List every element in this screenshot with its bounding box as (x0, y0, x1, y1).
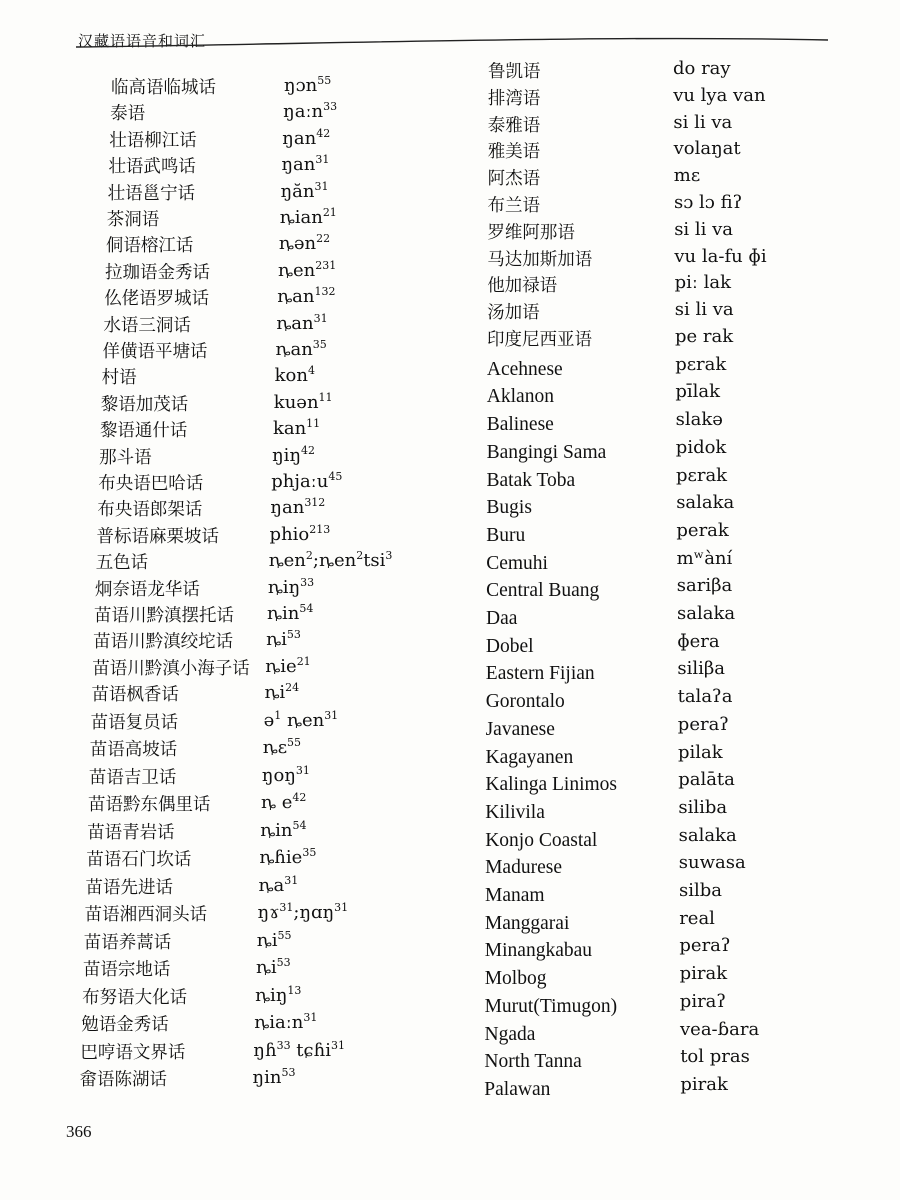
right-word-form: sariβa (676, 575, 733, 597)
left-language-name: 泰语 (110, 104, 146, 125)
right-word-form: pirak (680, 1073, 728, 1095)
left-language-name: 勉语金秀话 (81, 1015, 169, 1036)
left-language-name: 苗语养蒿话 (83, 932, 172, 953)
tone-mark-1: 13 (287, 983, 302, 997)
left-word-form (280, 179, 329, 202)
right-language-name: Ngada (484, 1023, 536, 1045)
right-language-name: Minangkabau (484, 940, 593, 962)
ipa-segment-1: ŋaːn (283, 101, 324, 123)
left-word-form (261, 763, 310, 786)
left-language-name: 侗语榕江话 (105, 236, 194, 257)
right-language-name: Bugis (486, 497, 532, 519)
ipa-segment-1: phio (269, 523, 310, 545)
right-language-name: 印度尼西亚语 (487, 330, 592, 350)
right-word-form: siliba (678, 796, 728, 818)
right-language-name: Bangingi Sama (486, 441, 607, 463)
tone-mark-1: 55 (317, 74, 332, 87)
tone-mark-1: 42 (292, 791, 307, 805)
right-word-form: mɛ (673, 165, 701, 187)
ipa-segment-2: ;ŋɑŋ (293, 902, 335, 924)
right-language-name: Cemuhi (486, 552, 548, 574)
tone-mark-1: 21 (322, 206, 337, 219)
right-word-form: salaka (677, 603, 736, 624)
right-word-form: mʷàní (676, 547, 733, 569)
left-word-form (261, 791, 307, 814)
right-word-form: piː lak (674, 272, 732, 294)
right-language-name: 罗维阿那语 (487, 222, 575, 243)
left-word-form (263, 708, 339, 731)
right-language-name: Madurese (485, 857, 562, 879)
right-word-form: piraʔ (679, 990, 727, 1012)
tone-mark-1: 45 (328, 470, 343, 483)
ipa-segment-1: ŋăn (280, 180, 315, 202)
header-rule (76, 20, 836, 52)
right-word-form: tol pras (680, 1046, 750, 1068)
tone-mark-1: 42 (316, 126, 331, 140)
left-word-form (254, 1011, 318, 1034)
right-language-name: Kilivila (485, 801, 545, 823)
left-language-name: 黎语加茂话 (100, 394, 189, 415)
ipa-segment-1: ŋan (270, 497, 305, 519)
right-language-name: 布兰语 (487, 196, 540, 216)
left-language-name: 布央语巴哈话 (98, 474, 204, 494)
right-word-form: peraʔ (677, 713, 729, 735)
ipa-segment-1: ŋɔn (284, 75, 318, 96)
right-language-name: Aklanon (486, 386, 554, 408)
tone-mark-1: 31 (295, 763, 310, 777)
left-language-name: 布努语大化话 (82, 987, 188, 1008)
left-word-form (265, 654, 311, 677)
tone-mark-2: 31 (334, 901, 349, 915)
right-word-form: vu lya van (673, 84, 766, 106)
right-word-form: palāta (678, 769, 735, 791)
tone-mark-1: 231 (315, 258, 337, 272)
tone-mark-2: 31 (324, 708, 339, 722)
tone-mark-1: 53 (276, 956, 291, 970)
left-language-name: 苗语川黔滇绞坨话 (93, 632, 234, 653)
right-word-form: pirak (679, 963, 728, 985)
left-word-form (278, 232, 331, 255)
left-word-form (275, 338, 327, 360)
ipa-segment-1: ȵa (258, 874, 285, 896)
ipa-segment-1: ŋɦ (253, 1039, 277, 1061)
tone-mark-1: 31 (313, 311, 328, 325)
tone-mark-1: 1 (274, 708, 282, 722)
left-language-name: 苗语川黔滇小海子话 (92, 658, 250, 679)
left-word-form (271, 470, 343, 492)
left-language-name: 壮语武鸣话 (108, 157, 196, 178)
left-language-name: 五色话 (95, 553, 149, 574)
ipa-segment-1: ŋiŋ (272, 444, 302, 466)
left-language-name: 苗语湘西洞头话 (84, 905, 208, 926)
right-language-name: 泰雅语 (487, 115, 541, 136)
right-language-name: Batak Toba (486, 469, 576, 491)
ipa-segment-1: ŋɤ (257, 902, 280, 924)
left-language-name: 布央语郎架话 (97, 500, 203, 521)
right-language-name: 汤加语 (487, 303, 540, 324)
right-language-name: Dobel (485, 635, 534, 657)
left-language-name: 炯奈语龙华话 (94, 579, 200, 600)
ipa-segment-1: ȵi (256, 929, 278, 951)
right-word-form: volaŋat (673, 138, 741, 160)
left-word-form (272, 443, 316, 466)
left-word-form (252, 1066, 296, 1089)
left-language-name: 茶洞语 (106, 210, 160, 230)
right-word-form: talaʔa (677, 686, 733, 708)
left-language-name: 那斗语 (99, 447, 152, 468)
right-word-form: vu la-fu ɸi (674, 245, 767, 267)
right-word-form: si li va (673, 111, 733, 133)
tone-mark-3: 3 (385, 549, 393, 563)
tone-mark-1: 4 (307, 364, 315, 378)
tone-mark-1: 22 (316, 232, 331, 246)
ipa-segment-1: ȵian (279, 207, 323, 228)
tone-mark-1: 55 (287, 736, 302, 750)
tone-mark-1: 31 (314, 179, 329, 193)
right-word-form: real (679, 907, 715, 929)
ipa-segment-3: tsi (363, 550, 386, 572)
tone-mark-1: 53 (281, 1066, 296, 1080)
left-language-name: 苗语石门坎话 (86, 850, 192, 871)
left-language-name: 苗语黔东偶里话 (88, 795, 211, 816)
ipa-segment-2: ;ȵen (312, 550, 357, 572)
left-word-form (267, 602, 314, 624)
ipa-segment-1: ȵan (277, 286, 315, 308)
left-word-form (255, 983, 302, 1006)
right-word-form: si li va (674, 218, 734, 240)
ipa-segment-1: ȵɦie (259, 847, 303, 869)
ipa-segment-1: ȵin (260, 819, 293, 841)
tone-mark-1: 55 (277, 928, 292, 942)
left-language-name: 黎语通什话 (99, 421, 188, 442)
ipa-segment-1: ȵi (255, 957, 277, 979)
left-language-name: 苗语宗地话 (82, 960, 171, 981)
right-word-form: peraʔ (679, 935, 731, 957)
right-word-form: siliβa (677, 658, 726, 680)
tone-mark-1: 31 (303, 1011, 318, 1025)
tone-mark-1: 31 (315, 153, 330, 167)
tone-mark-1: 24 (285, 681, 300, 695)
ipa-segment-2: tɕɦi (290, 1039, 331, 1061)
tone-mark-1: 54 (299, 602, 314, 615)
ipa-segment-1: ȵi (266, 629, 287, 651)
left-word-form (283, 100, 338, 123)
left-word-form (267, 575, 315, 598)
ipa-segment-1: ȵen (278, 259, 316, 281)
tone-mark-1: 33 (276, 1038, 291, 1052)
left-word-form (272, 417, 321, 440)
left-language-name: 仫佬语罗城话 (104, 289, 210, 310)
left-word-form (264, 681, 300, 704)
running-title: 汉藏语语音和词汇 (78, 32, 207, 50)
left-language-name: 壮语柳江话 (109, 130, 197, 151)
left-language-name: 佯僙语平塘话 (102, 342, 208, 362)
right-language-name: Molbog (484, 968, 547, 990)
left-word-form (260, 818, 307, 841)
tone-mark-1: 11 (306, 417, 321, 431)
left-language-name: 苗语高坡话 (89, 740, 178, 761)
right-word-form: pɛrak (675, 353, 727, 375)
tone-mark-1: 53 (286, 628, 301, 642)
right-word-form: pe rak (675, 326, 734, 347)
ipa-segment-1: phjaːu (271, 471, 329, 492)
ipa-segment-1: ŋan (281, 154, 316, 176)
left-word-form (276, 311, 328, 334)
right-language-name: Balinese (486, 414, 554, 436)
ipa-segment-1: ȵ e (261, 792, 293, 814)
right-language-name: Central Buang (486, 580, 600, 602)
left-word-form (269, 522, 331, 545)
ipa-segment-1: ŋin (252, 1067, 282, 1089)
left-language-name: 临高语临城话 (111, 78, 216, 98)
page-number: 366 (66, 1122, 92, 1141)
left-language-name: 水语三洞话 (103, 315, 191, 336)
left-word-form (253, 1038, 345, 1061)
ipa-segment-1: ȵan (275, 339, 313, 360)
right-word-form: vea-ɓara (680, 1018, 760, 1040)
right-word-form: salaka (678, 824, 737, 846)
right-language-name: Palawan (484, 1078, 551, 1100)
tone-mark-1: 31 (284, 873, 299, 887)
right-word-form: do ray (673, 58, 731, 79)
left-word-form (284, 74, 332, 96)
right-word-form: si li va (674, 299, 734, 321)
tone-mark-2: 2 (356, 549, 364, 563)
tone-mark-2: 31 (330, 1038, 345, 1052)
left-language-name: 村语 (101, 368, 137, 389)
tone-mark-1: 35 (312, 338, 327, 351)
right-language-name: Kalinga Linimos (485, 774, 617, 796)
right-word-form: slakə (675, 409, 723, 431)
ipa-segment-1: ȵen (268, 550, 306, 572)
ipa-segment-1: ə (263, 709, 275, 731)
left-language-name: 苗语复员话 (90, 712, 179, 733)
ipa-segment-1: ȵan (276, 312, 314, 334)
right-language-name: 马达加斯加语 (487, 249, 593, 270)
right-language-name: Murut(Timugon) (484, 995, 618, 1017)
left-language-name: 苗语吉卫话 (88, 767, 177, 788)
tone-mark-1: 33 (300, 575, 315, 589)
ipa-segment-2: ȵen (281, 709, 325, 731)
tone-mark-1: 2 (305, 549, 313, 563)
left-word-form (256, 928, 292, 951)
right-word-form: pīlak (675, 381, 721, 403)
left-word-form (268, 549, 393, 572)
left-language-name: 畲语陈湖话 (79, 1070, 168, 1091)
right-language-name: 鲁凯语 (488, 62, 541, 82)
right-language-name: Daa (486, 608, 518, 629)
right-language-name: 排湾语 (487, 88, 541, 109)
right-language-name: Gorontalo (485, 691, 565, 713)
right-language-name: Manam (485, 885, 545, 906)
left-language-name: 拉珈语金秀话 (105, 262, 211, 283)
right-word-form: salaka (676, 492, 735, 514)
left-word-form (281, 153, 330, 176)
ipa-segment-1: ȵiŋ (255, 984, 288, 1006)
ipa-segment-1: ȵɛ (262, 737, 288, 759)
tone-mark-1: 31 (279, 901, 294, 915)
right-language-name: 雅美语 (487, 142, 541, 163)
ipa-segment-1: kan (272, 418, 307, 440)
left-word-form (278, 258, 337, 281)
right-language-name: Konjo Coastal (485, 829, 598, 851)
left-language-name: 苗语川黔滇摆托话 (94, 606, 234, 626)
left-word-form (259, 846, 317, 869)
tone-mark-1: 11 (318, 390, 333, 404)
ipa-segment-1: ŋan (282, 127, 317, 149)
left-language-name: 苗语先进话 (85, 877, 173, 898)
right-language-name: Manggarai (484, 912, 570, 934)
tone-mark-1: 54 (292, 818, 307, 832)
left-word-form (277, 285, 336, 308)
left-word-form (255, 956, 291, 979)
right-language-name: Acehnese (486, 358, 563, 380)
tone-mark-1: 132 (314, 285, 336, 299)
ipa-segment-1: kon (274, 365, 308, 387)
left-word-form (282, 126, 331, 149)
right-language-name: North Tanna (484, 1051, 582, 1073)
tone-mark-1: 35 (302, 846, 317, 860)
tone-mark-1: 21 (296, 654, 311, 668)
left-language-name: 普标语麻栗坡话 (96, 526, 220, 547)
right-language-name: 阿杰语 (487, 169, 541, 190)
left-word-form (266, 628, 301, 651)
left-language-name: 壮语邕宁话 (107, 183, 196, 204)
right-language-name: Javanese (485, 718, 555, 740)
right-word-form: pidok (675, 436, 727, 458)
ipa-segment-1: ŋoŋ (261, 764, 296, 786)
right-word-form: ɸera (677, 630, 720, 652)
right-language-name: 他加禄语 (487, 276, 558, 297)
left-word-form (258, 873, 299, 896)
left-word-form (273, 390, 333, 413)
right-language-name: Kagayanen (485, 746, 574, 768)
tone-mark-1: 42 (301, 443, 316, 457)
tone-mark-1: 213 (309, 522, 331, 536)
tone-mark-1: 33 (323, 100, 338, 114)
left-word-form (270, 496, 326, 519)
tone-mark-1: 312 (304, 496, 326, 510)
right-word-form: suwasa (678, 852, 746, 874)
right-word-form: silba (679, 880, 723, 901)
right-word-form: pilak (678, 741, 723, 763)
ipa-segment-1: kuən (273, 391, 319, 413)
right-language-name: Eastern Fijian (485, 663, 595, 685)
ipa-segment-1: ȵiaːn (254, 1012, 304, 1034)
right-language-name: Buru (486, 524, 526, 546)
ipa-segment-1: ȵiŋ (267, 576, 301, 598)
left-word-form (279, 206, 337, 228)
ipa-segment-1: ȵin (267, 603, 300, 624)
left-language-name: 苗语枫香话 (91, 685, 179, 706)
left-word-form (257, 901, 349, 924)
left-language-name: 苗语青岩话 (87, 822, 175, 843)
left-word-form (274, 364, 315, 387)
ipa-segment-1: ȵən (278, 233, 317, 255)
right-word-form: perak (676, 519, 729, 541)
ipa-segment-1: ȵie (265, 655, 297, 677)
left-word-form (262, 736, 302, 759)
right-word-form: pɛrak (676, 464, 728, 486)
left-language-name: 巴哼语文界话 (80, 1042, 186, 1063)
right-word-form: sɔ lɔ fiʔ (674, 192, 743, 213)
ipa-segment-1: ȵi (264, 682, 286, 704)
